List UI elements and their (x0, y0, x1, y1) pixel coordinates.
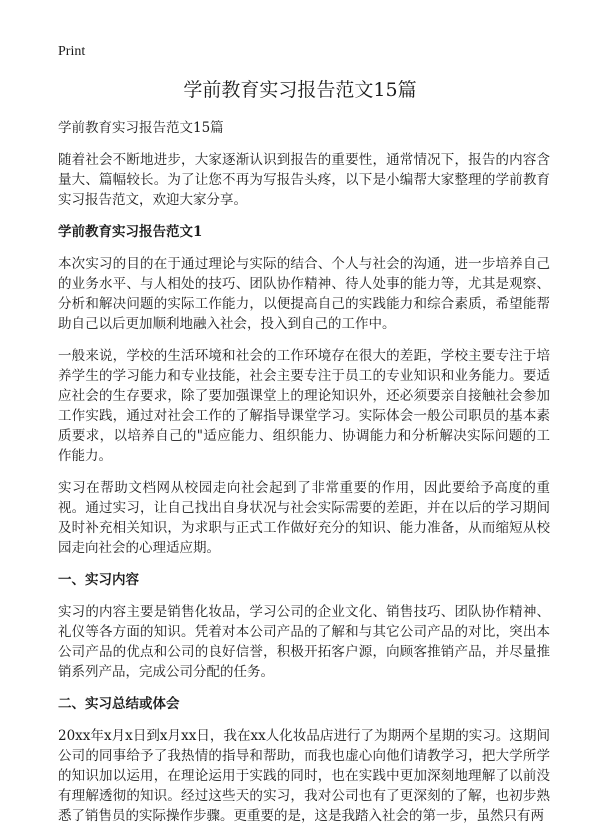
print-link[interactable]: Print (58, 44, 86, 59)
paragraph-3: 实习在帮助文档网从校园走向社会起到了非常重要的作用，因此要给予高度的重视。通过实习，让自己找出自身状况与社会实际需要的差距，并在以后的学习期间及时补充相关知识，为求职与正式工作做好充分的知识、能力准备，从而缩短从校园走向社会的心理适应期。 (58, 480, 550, 556)
section-heading-1: 学前教育实习报告范文1 (58, 224, 203, 240)
paragraph-1: 本次实习的目的在于通过理论与实际的结合、个人与社会的沟通，进一步培养自己的业务水平、与人相处的技巧、团队协作精神、待人处事的能力等，尤其是观察、分析和解决问题的实际工作能力，以便提高自己的实践能力和综合素质，希望能帮助自己以后更加顺利地融入社会，投入到自己的工作中。 (58, 256, 550, 332)
paragraph-4: 实习的内容主要是销售化妆品，学习公司的企业文化、销售技巧、团队协作精神、礼仪等各方面的知识。凭着对本公司产品的了解和与其它公司产品的对比，突出本公司产品的优点和公司的良好信誉，积极开拓客户源，向顾客推销产品，并尽量推销系列产品，完成公司分配的任务。 (58, 604, 550, 680)
page-title: 学前教育实习报告范文15篇 (183, 79, 417, 101)
paragraph-5: 20xx年x月x日到x月xx日，我在xx人化妆品店进行了为期两个星期的实习。这期间公司的同事给予了我热情的指导和帮助，而我也虚心向他们请教学习，把大学所学的知识加以运用，在理论运用于实践的同时，也在实践中更加深刻地理解了以前没有理解透彻的知识。经过这些天的实习，我对公司也有了更深刻的了解，也初步熟悉了销售员的实际操作步骤。更重要的是，这是我踏入社会的第一步，虽然只有两 (58, 728, 550, 824)
section-heading-2: 一、实习内容 (58, 572, 139, 588)
paragraph-2: 一般来说，学校的生活环境和社会的工作环境存在很大的差距，学校主要专注于培养学生的学习能力和专业技能，社会主要专注于员工的专业知识和业务能力。要适应社会的生存要求，除了要加强课堂上的理论知识外，还必须要亲自接触社会参加工作实践，通过对社会工作的了解指导课堂学习。实际体会一般公司职员的基本素质要求，以培养自己的"适应能力、组织能力、协调能力和分析解决实际问题的工作能力。 (58, 348, 550, 464)
section-heading-3: 二、实习总结或体会 (58, 696, 180, 712)
document-body (58, 118, 550, 828)
intro-paragraph: 随着社会不断地进步，大家逐渐认识到报告的重要性，通常情况下，报告的内容含量大、篇幅较长。为了让您不再为写报告头疼，以下是小编帮大家整理的学前教育实习报告范文，欢迎大家分享。 (58, 152, 550, 208)
document-subtitle: 学前教育实习报告范文15篇 (58, 120, 224, 136)
